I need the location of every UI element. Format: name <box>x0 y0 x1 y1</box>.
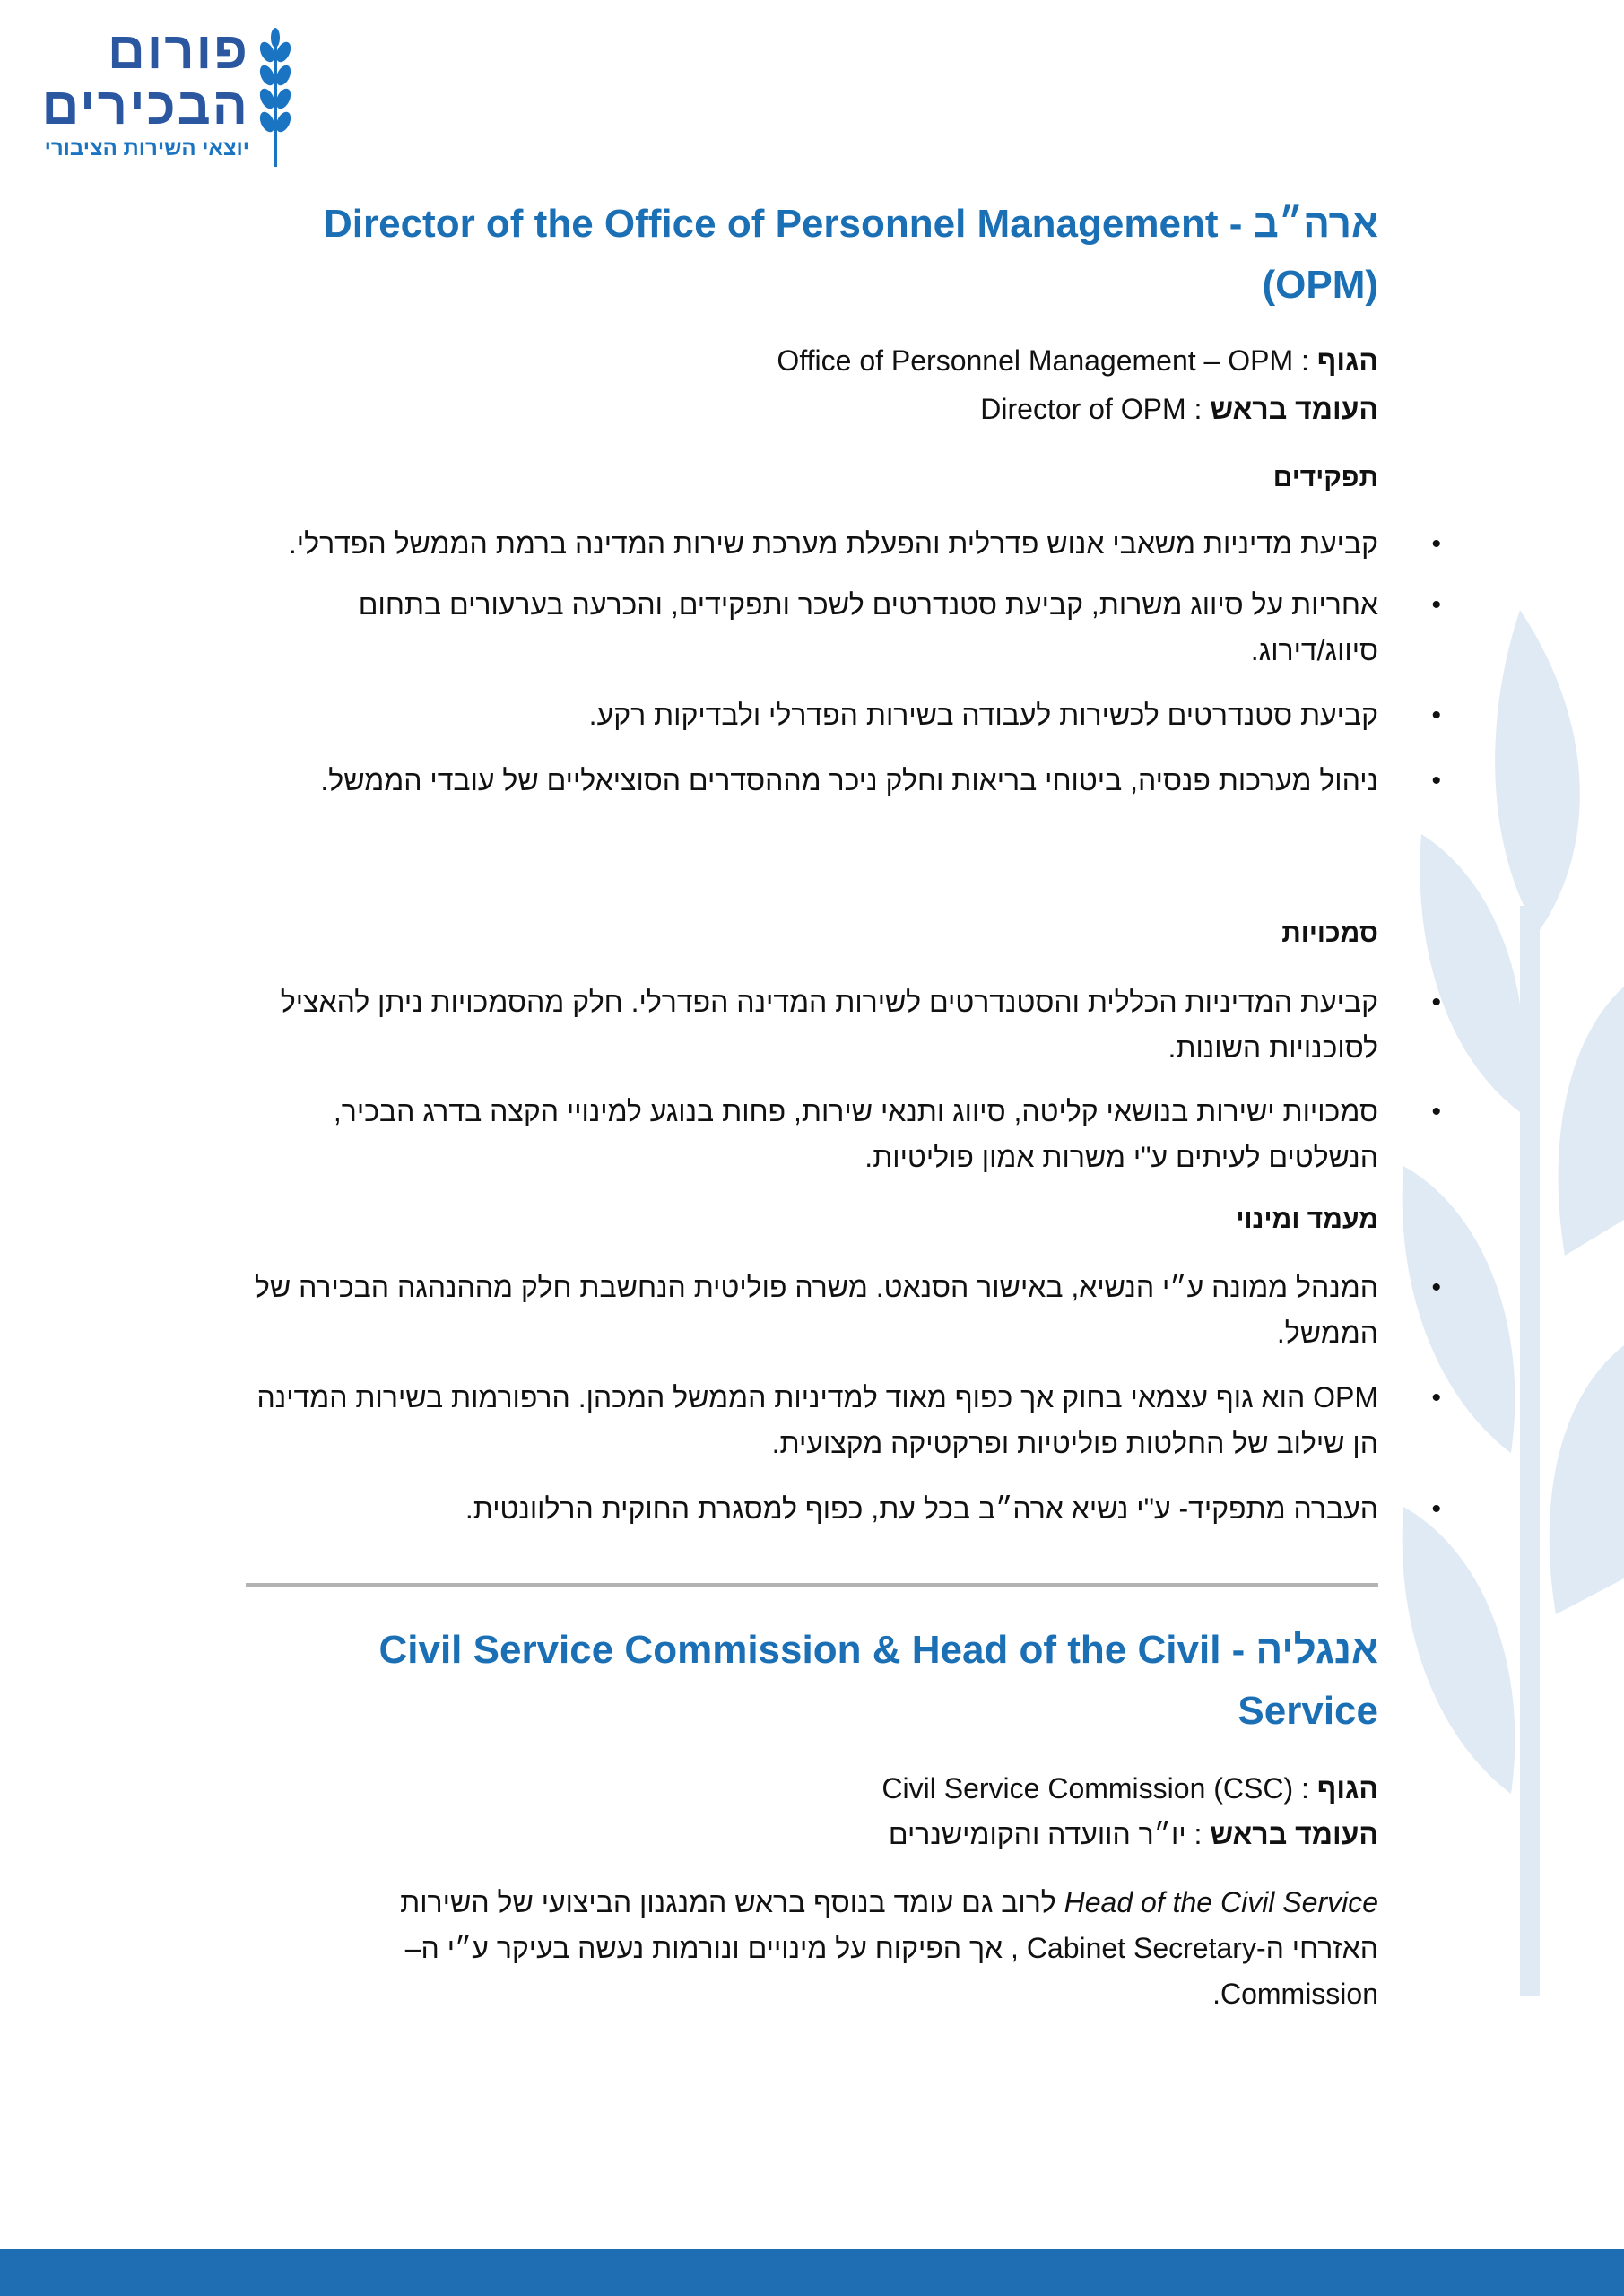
section-divider <box>246 1583 1378 1587</box>
logo-text <box>41 22 249 161</box>
logo-line-3: יוצאי השירות הציבורי <box>44 136 249 161</box>
paragraph-text: לרוב גם עומד בנוסף בראש המנגנון הביצועי של השירות האזרחי ה-Cabinet Secretary , אך הפיקוח על מינויים ונורמות נעשה בעיקר ע״י ה– Commission. <box>400 1886 1378 2010</box>
list-item: • המנהל ממונה ע״י הנשיא, באישור הסנאט. משרה פוליטית הנחשבת חלק מההנהגה הבכירה של הממשל. <box>242 1265 1378 1356</box>
list-item: • אחריות על סיווג משרות, קביעת סטנדרטים לשכר ותפקידים, והכרעה בערעורים בתחום סיווג/דירוג. <box>242 582 1378 674</box>
wheat-logo-icon <box>255 25 296 169</box>
logo <box>27 22 296 169</box>
list-item: • העברה מתפקיד- ע"י נשיא ארה״ב בכל עת, כפוף למסגרת החוקית הרלוונטית. <box>242 1486 1378 1532</box>
list-item: • OPM הוא גוף עצמאי בחוק אך כפוף מאוד למדיניות הממשל המכהן. הרפורמות בשירות המדינה הן שילוב של החלטות פוליטיות ופרקטיקה מקצועית. <box>242 1375 1378 1466</box>
head-of-civil-service-term: Head of the Civil Service <box>1064 1886 1378 1918</box>
powers-list <box>242 979 1475 1180</box>
head-value: Director of OPM <box>980 393 1186 425</box>
body-label: הגוף <box>1316 1772 1378 1805</box>
body-value: Civil Service Commission (CSC) <box>881 1772 1294 1805</box>
section1-body-line: הגוף : Office of Personnel Management – OPM <box>777 344 1378 377</box>
head-value: יו״ר הוועדה והקומישנרים <box>888 1818 1186 1850</box>
section2-body-line: הגוף : Civil Service Commission (CSC) <box>881 1772 1378 1805</box>
powers-heading: סמכויות <box>1281 918 1378 948</box>
logo-line-1: פורום <box>107 22 249 80</box>
list-item: • קביעת המדיניות הכללית והסטנדרטים לשירות המדינה הפדרלי. חלק מהסמכויות ניתן להאציל לסוכנויות השונות. <box>242 979 1378 1071</box>
body-value: Office of Personnel Management – OPM <box>777 344 1294 377</box>
status-heading: מעמד ומינוי <box>1236 1205 1378 1234</box>
section2-paragraph <box>242 1880 1378 2017</box>
body-label: הגוף <box>1316 344 1378 377</box>
list-item: • סמכויות ישירות בנושאי קליטה, סיווג ותנאי שירות, פחות בנוגע למינויי הקצה בדרג הבכיר, הנשלטים לעיתים ע"י משרות אמון פוליטיות. <box>242 1089 1378 1180</box>
head-label: העומד בראש <box>1210 393 1378 425</box>
roles-heading: תפקידים <box>1272 463 1378 492</box>
section1-title: ארה״ב - Director of the Office of Personnel Management (OPM) <box>323 202 1378 307</box>
footer-bar <box>0 2249 1624 2296</box>
list-item: • קביעת סטנדרטים לכשירות לעבודה בשירות הפדרלי ולבדיקות רקע. <box>242 692 1378 738</box>
roles-list <box>242 521 1475 804</box>
list-item: • ניהול מערכות פנסיה, ביטוחי בריאות וחלק ניכר מההסדרים הסוציאליים של עובדי הממשל. <box>242 758 1378 804</box>
status-list <box>242 1265 1475 1532</box>
section2-head-line: העומד בראש : יו״ר הוועדה והקומישנרים <box>888 1818 1378 1850</box>
section1-head-line: העומד בראש : Director of OPM <box>980 393 1378 425</box>
section2-title: אנגליה - Civil Service Commission & Head of the Civil Service <box>378 1628 1378 1733</box>
head-label: העומד בראש <box>1210 1818 1378 1850</box>
list-item: • קביעת מדיניות משאבי אנוש פדרלית והפעלת מערכת שירות המדינה ברמת הממשל הפדרלי. <box>242 521 1378 567</box>
logo-line-2: הבכירים <box>41 77 249 135</box>
